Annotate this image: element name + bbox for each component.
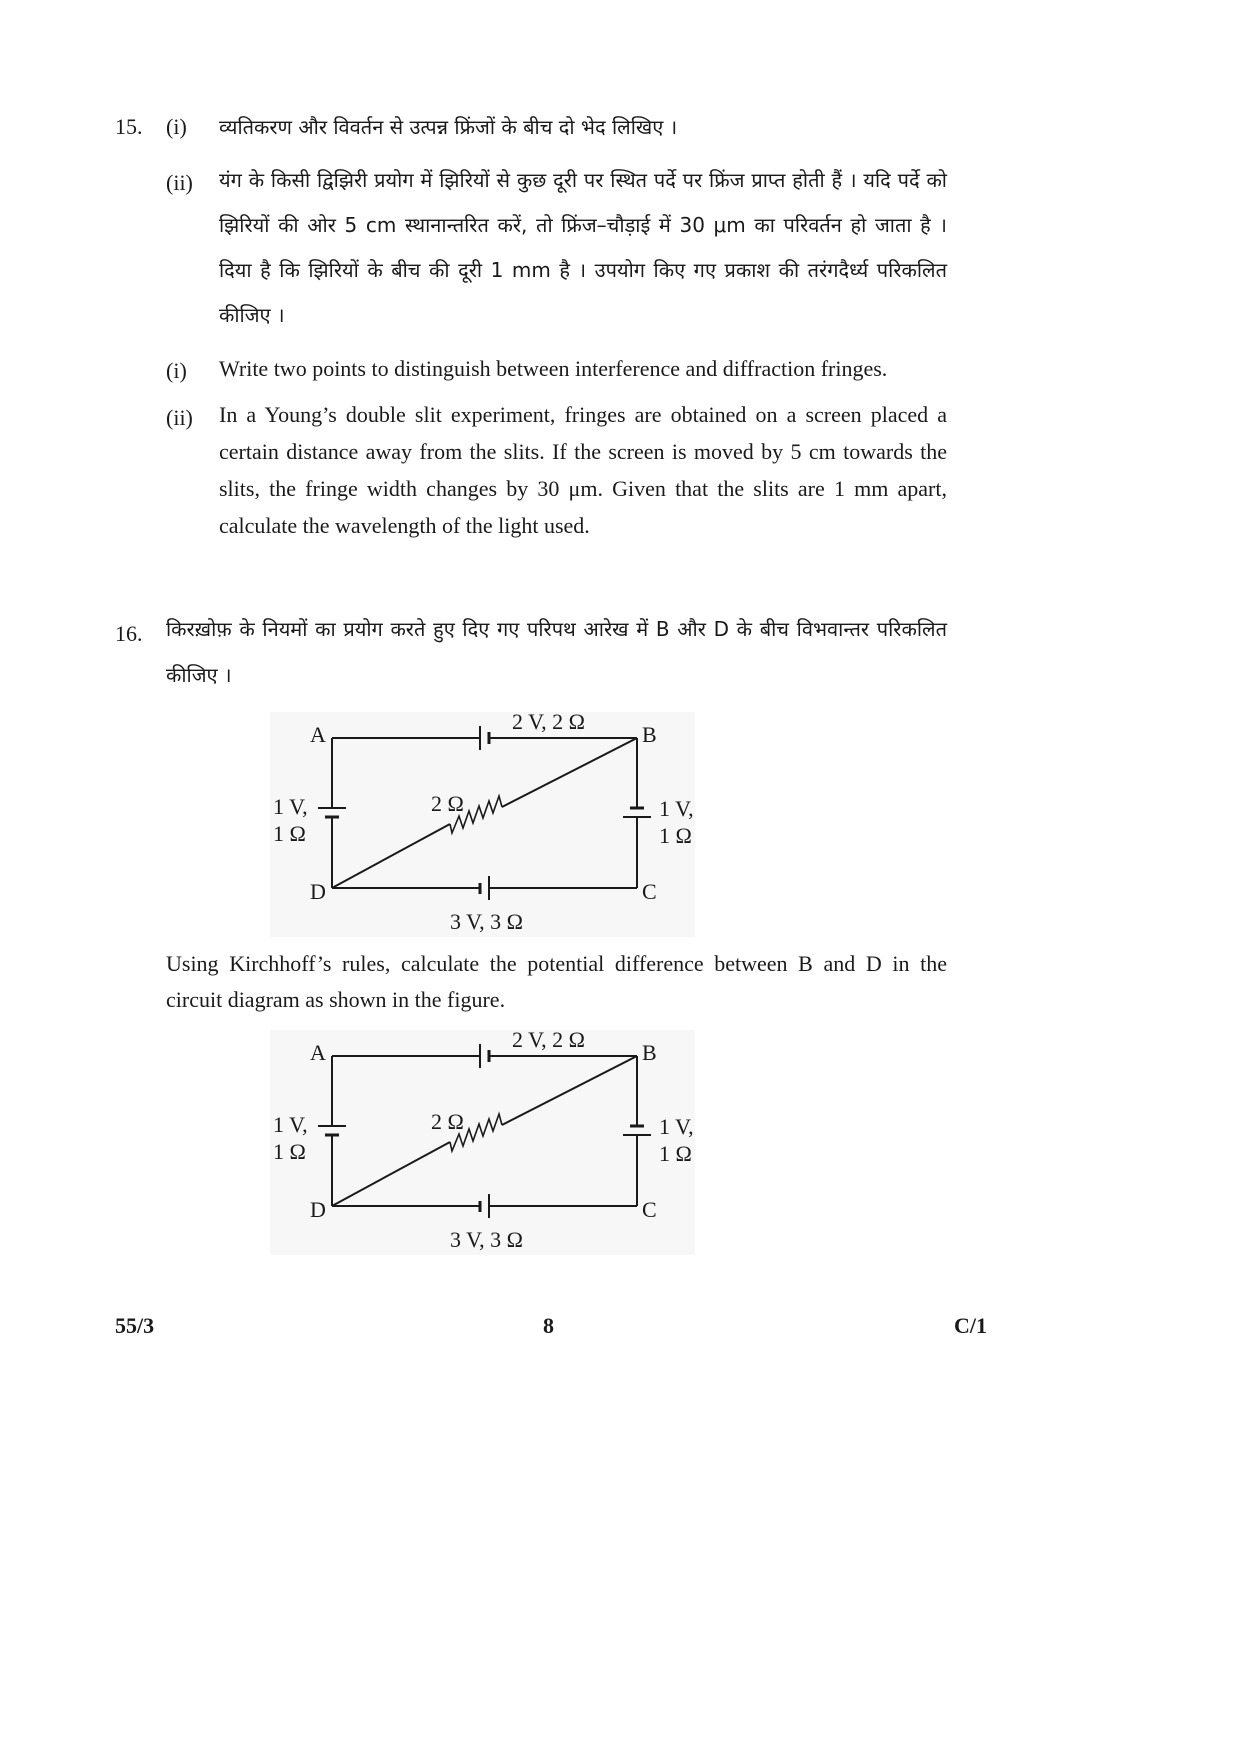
q15-hi-part2-label: (ii)	[166, 170, 193, 195]
node-c-label: C	[642, 879, 657, 904]
node-b-label: B	[642, 722, 657, 747]
diagonal-resistor-label: 2 Ω	[431, 1109, 464, 1134]
footer-page-number: 8	[543, 1313, 554, 1338]
node-d-label: D	[310, 1197, 326, 1222]
q15-en-part2-label: (ii)	[166, 405, 193, 430]
q15-en-part1-label: (i)	[166, 358, 187, 383]
node-d-label: D	[310, 879, 326, 904]
q15-en-part2-text: In a Young’s double slit experiment, fringes are obtained on a screen placed a certain distance away from the slits. If the screen is moved by 5 cm towards the slits, the fringe width changes by 30 μm. Given that the slits are 1 mm apart, calculate the wavelength of the light used.	[219, 402, 947, 538]
left-battery-voltage-label: 1 V,	[273, 1112, 308, 1137]
node-a-label: A	[310, 1040, 326, 1065]
circuit-diagram-hindi	[270, 712, 695, 937]
q15-hi-part1-text: व्यतिकरण और विवर्तन से उत्पन्न फ्रिंजों के बीच दो भेद लिखिए ।	[219, 115, 678, 139]
circuit-diagram-english	[270, 1030, 695, 1255]
top-battery-label: 2 V, 2 Ω	[512, 1030, 586, 1052]
q15-en-part1-text: Write two points to distinguish between interference and diffraction fringes.	[219, 356, 888, 381]
q16-number: 16.	[115, 621, 143, 646]
right-battery-resistance-label: 1 Ω	[659, 823, 692, 848]
bottom-battery-label: 3 V, 3 Ω	[450, 909, 524, 934]
right-battery-resistance-label: 1 Ω	[659, 1141, 692, 1166]
q16-hi-text: किरख़ोफ़ के नियमों का प्रयोग करते हुए दिए गए परिपथ आरेख में B और D के बीच विभवान्तर परिकलित कीजिए ।	[166, 617, 947, 687]
diagram-background	[270, 1030, 695, 1255]
q15-hi-part2-text: यंग के किसी द्विझिरी प्रयोग में झिरियों से कुछ दूरी पर स्थित पर्दे पर फ्रिंज प्राप्त होती हैं । यदि पर्दे को झिरियों की ओर 5 cm स्थानान्तरित करें, तो फ्रिंज–चौड़ाई में 30 μm का परिवर्तन हो जाता है । दिया है कि झिरियों के बीच की दूरी 1 mm है । उपयोग किए गए प्रकाश की तरंगदैर्ध्य परिकलित कीजिए ।	[219, 168, 947, 327]
q15-hi-part1-label: (i)	[166, 114, 187, 139]
node-c-label: C	[642, 1197, 657, 1222]
bottom-battery-label: 3 V, 3 Ω	[450, 1227, 524, 1252]
top-battery-label: 2 V, 2 Ω	[512, 712, 586, 734]
node-a-label: A	[310, 722, 326, 747]
footer-paper-code: 55/3	[115, 1313, 155, 1338]
left-battery-resistance-label: 1 Ω	[273, 821, 306, 846]
footer-set-code: C/1	[954, 1313, 987, 1338]
left-battery-voltage-label: 1 V,	[273, 794, 308, 819]
diagonal-resistor-label: 2 Ω	[431, 791, 464, 816]
right-battery-voltage-label: 1 V,	[659, 796, 694, 821]
q15-number: 15.	[115, 114, 143, 139]
diagram-background	[270, 712, 695, 937]
q16-en-text: Using Kirchhoff’s rules, calculate the potential difference between B and D in the circuit diagram as shown in the figure.	[166, 951, 947, 1012]
node-b-label: B	[642, 1040, 657, 1065]
right-battery-voltage-label: 1 V,	[659, 1114, 694, 1139]
left-battery-resistance-label: 1 Ω	[273, 1139, 306, 1164]
